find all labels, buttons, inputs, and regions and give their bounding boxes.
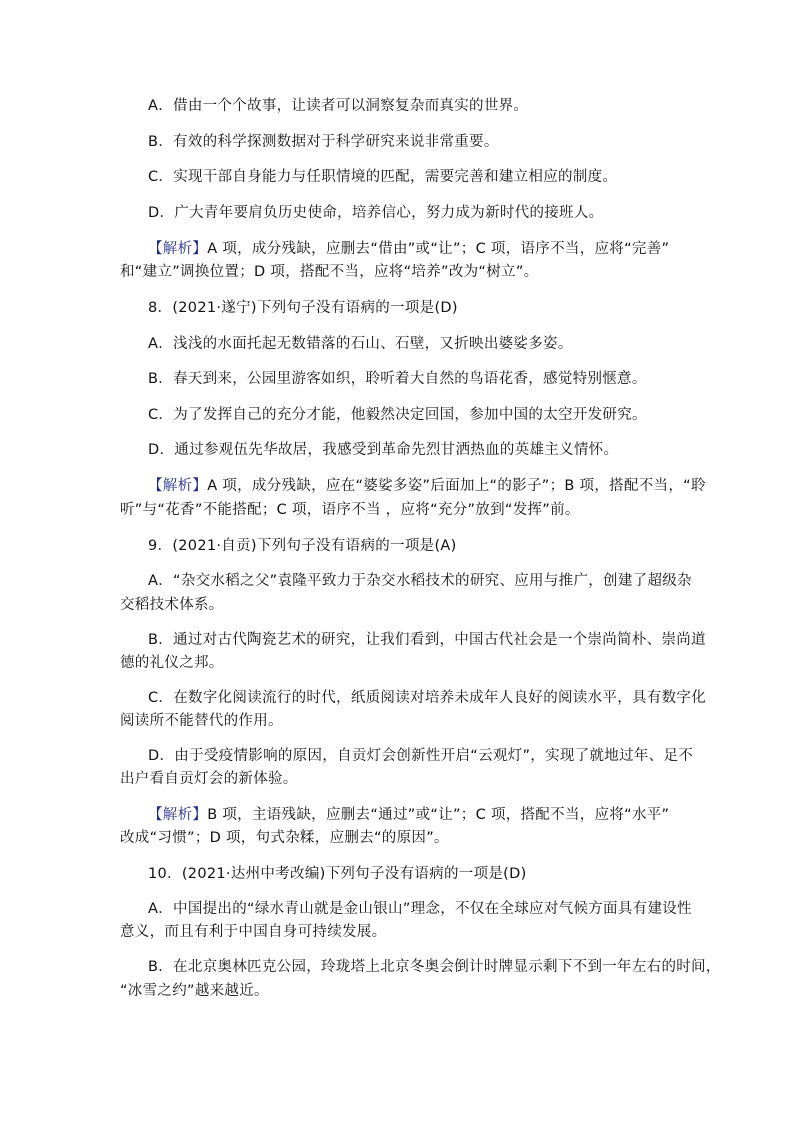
q7-option-a: A．借由一个个故事，让读者可以洞察复杂而真实的世界。 <box>148 98 529 114</box>
q8-analysis-line-2: 听”与“花香”不能搭配；C 项，语序不当 ，应将“充分”放到“发挥”前。 <box>120 502 580 518</box>
q7-option-b: B．有效的科学探测数据对于科学研究来说非常重要。 <box>148 134 499 150</box>
q10-question: 10．(2021·达州中考改编)下列句子没有语病的一项是(D) <box>148 866 527 882</box>
q9-analysis-text: B 项，主语残缺，应删去“通过”或“让”；C 项，搭配不当，应将“水平” <box>207 807 670 823</box>
q8-analysis-line-1 <box>148 476 706 496</box>
q9-option-a-line-1: A．“杂交水稻之父”袁隆平致力于杂交水稻技术的研究、应用与推广，创建了超级杂 <box>148 573 692 589</box>
q10-option-a-line-1: A．中国提出的“绿水青山就是金山银山”理念，不仅在全球应对气候方面具有建设性 <box>148 901 692 917</box>
q8-analysis-text: A 项，成分残缺，应在“婆娑多姿”后面加上“的影子”；B 项，搭配不当，“聆 <box>207 478 706 494</box>
q9-option-d-line-1: D．由于受疫情影响的原因，自贡灯会创新性开启“云观灯”，实现了就地过年、足不 <box>148 748 694 764</box>
q7-analysis-tag: 【解析】 <box>148 241 208 257</box>
q7-option-c: C．实现干部自身能力与任职情境的匹配，需要完善和建立相应的制度。 <box>148 169 618 185</box>
q9-question: 9．(2021·自贡)下列句子没有语病的一项是(A) <box>148 538 457 554</box>
q10-option-b-line-1: B．在北京奥林匹克公园，玲珑塔上北京冬奥会倒计时牌显示剩下不到一年左右的时间， <box>148 959 721 975</box>
q8-option-d: D．通过参观伍先华故居，我感受到革命先烈甘洒热血的英雄主义情怀。 <box>148 442 619 458</box>
q9-option-b-line-1: B．通过对古代陶瓷艺术的研究，让我们看到，中国古代社会是一个崇尚简朴、崇尚道 <box>148 632 706 648</box>
q8-option-b: B．春天到来，公园里游客如织，聆听着大自然的鸟语花香，感觉特别惬意。 <box>148 371 647 387</box>
q10-option-a-line-2: 意义，而且有利于中国自身可持续发展。 <box>120 924 387 940</box>
q9-option-c-line-1: C．在数字化阅读流行的时代，纸质阅读对培养未成年人良好的阅读水平，具有数字化 <box>148 690 707 706</box>
q7-analysis-line-2: 和“建立”调换位置；D 项，搭配不当，应将“培养”改为“树立”。 <box>120 264 539 280</box>
q9-option-d-line-2: 出户看自贡灯会的新体验。 <box>120 771 298 787</box>
q9-option-c-line-2: 阅读所不能替代的作用。 <box>120 713 283 729</box>
q8-option-a: A．浅浅的水面托起无数错落的石山、石壁，又折映出婆娑多姿。 <box>148 336 573 352</box>
q8-analysis-tag: 【解析】 <box>148 478 208 494</box>
q10-option-b-line-2: “冰雪之约”越来越近。 <box>120 983 269 999</box>
q7-analysis-line-1 <box>148 239 669 259</box>
q9-analysis-tag: 【解析】 <box>148 807 208 823</box>
q9-option-a-line-2: 交稻技术体系。 <box>120 597 224 613</box>
q8-question: 8．(2021·遂宁)下列句子没有语病的一项是(D) <box>148 300 458 316</box>
q7-option-d: D．广大青年要肩负历史使命，培养信心，努力成为新时代的接班人。 <box>148 205 604 221</box>
q9-analysis-line-1 <box>148 805 669 825</box>
q9-option-b-line-2: 德的礼仪之邦。 <box>120 655 224 671</box>
q9-analysis-line-2: 改成“习惯”；D 项，句式杂糅，应删去“的原因”。 <box>120 830 449 846</box>
q7-analysis-text: A 项，成分残缺，应删去“借由”或“让”；C 项，语序不当，应将“完善” <box>207 241 670 257</box>
q8-option-c: C．为了发挥自己的充分才能，他毅然决定回国，参加中国的太空开发研究。 <box>148 407 647 423</box>
